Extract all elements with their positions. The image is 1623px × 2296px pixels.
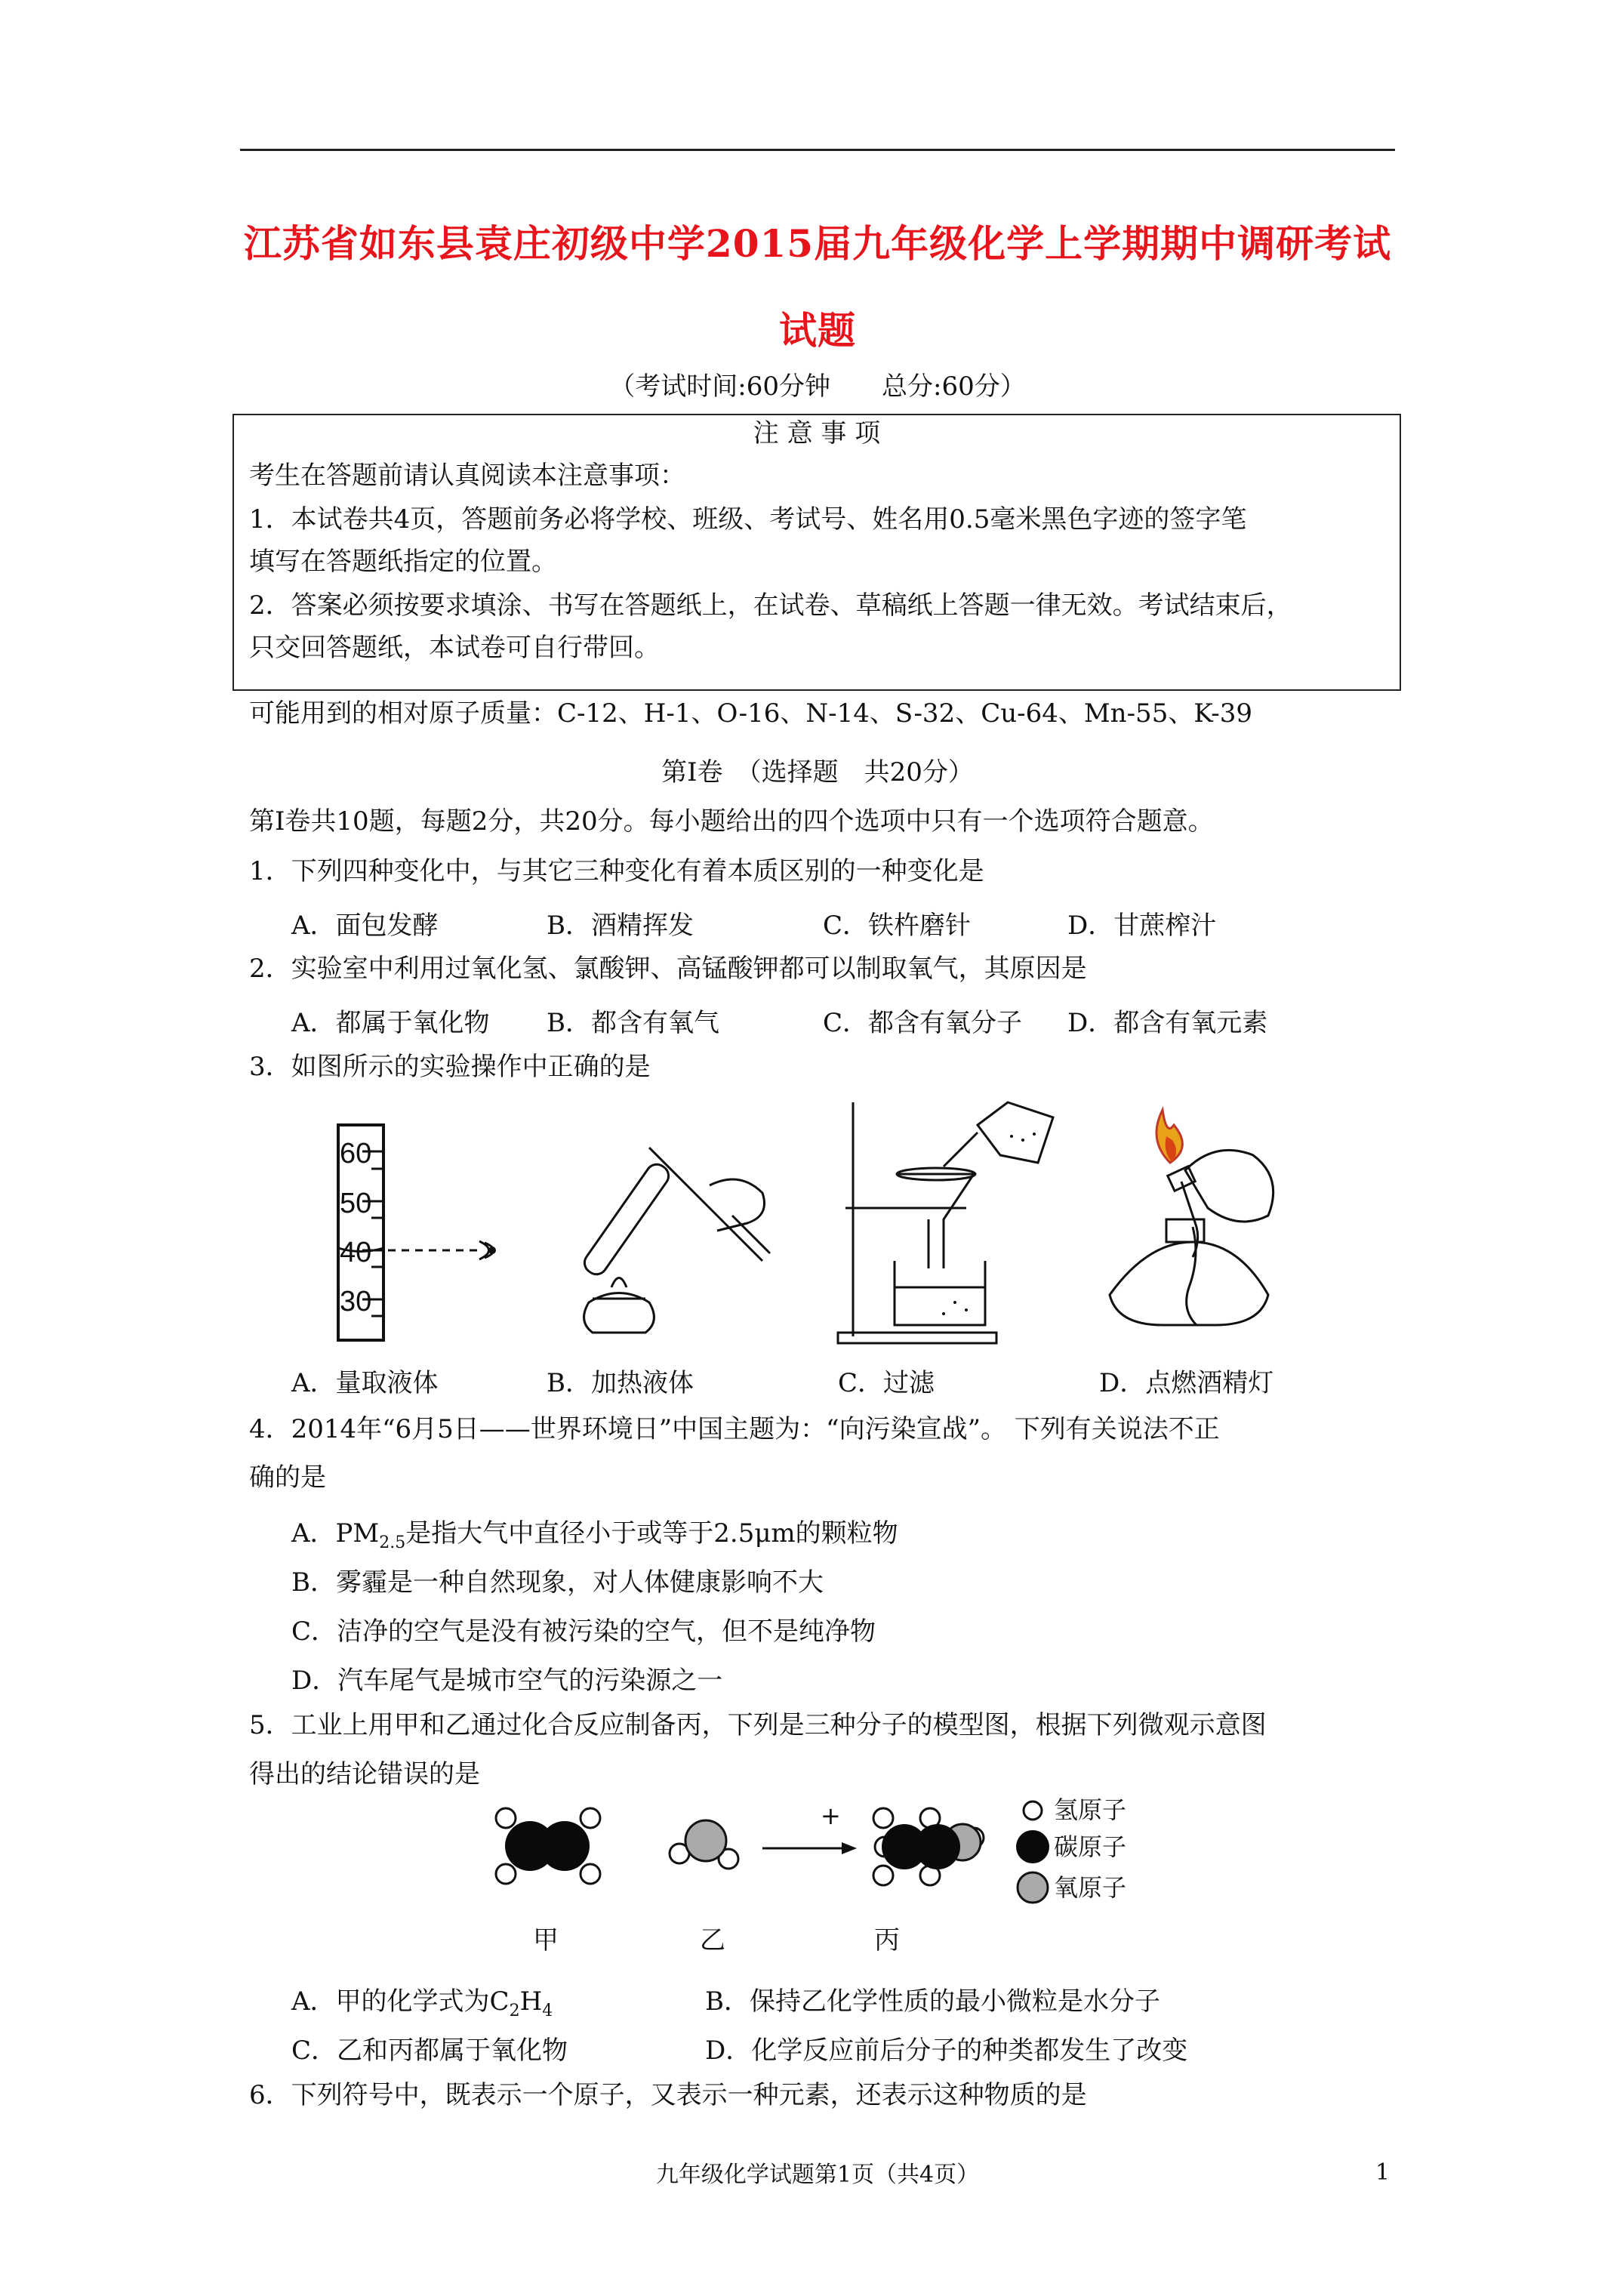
- exam-title-continued: 试题: [779, 308, 856, 353]
- notice-item-2-cont: 只交回答题纸，本试卷可自行带回。: [249, 633, 660, 663]
- q2-option-c: C．都含有氧分子: [823, 1008, 1023, 1038]
- cylinder-tick-40: 40: [340, 1237, 372, 1268]
- figure-heating-liquid: [559, 1133, 785, 1351]
- notice-intro: 考生在答题前请认真阅读本注意事项：: [249, 461, 685, 491]
- footer-page-info: 九年级化学试题第1页（共4页）: [655, 2162, 980, 2188]
- q5-option-b: B．保持乙化学性质的最小微粒是水分子: [705, 1986, 1160, 2017]
- q1-option-a: A．面包发酵: [291, 911, 439, 941]
- footer-page-number: 1: [1375, 2159, 1390, 2186]
- question-5-stem: 5．工业上用甲和乙通过化合反应制备丙，下列是三种分子的模型图，根据下列微观示意图: [249, 1710, 1267, 1740]
- section-instructions: 第Ⅰ卷共10题，每题2分，共20分。每小题给出的四个选项中只有一个选项符合题意。: [249, 806, 1214, 837]
- q5-option-a-prefix: A．甲的化学式为C: [291, 1986, 510, 2017]
- exam-title: 江苏省如东县袁庄初级中学2015届九年级化学上学期期中调研考试: [243, 221, 1392, 266]
- legend-hydrogen: 氢原子: [1054, 1795, 1127, 1824]
- label-yi: 乙: [700, 1925, 725, 1955]
- question-4-stem-cont: 确的是: [249, 1462, 326, 1493]
- figure-filtration: [823, 1095, 1072, 1351]
- label-jia: 甲: [533, 1925, 559, 1955]
- q4-option-c: C．洁净的空气是没有被污染的空气，但不是纯净物: [291, 1616, 876, 1647]
- question-4-stem: 4．2014年“6月5日——世界环境日”中国主题为：“向污染宣战”。 下列有关说法不正: [249, 1414, 1220, 1444]
- legend-carbon: 碳原子: [1054, 1832, 1127, 1861]
- q5-option-a-h: H: [519, 1986, 543, 2017]
- notice-heading: 注 意 事 项: [753, 418, 881, 448]
- section-heading: 第Ⅰ卷 （选择题 共20分）: [661, 757, 974, 787]
- cylinder-tick-50: 50: [340, 1188, 372, 1219]
- question-1-stem: 1．下列四种变化中，与其它三种变化有着本质区别的一种变化是: [249, 856, 984, 886]
- header-rule: [240, 149, 1395, 151]
- q1-option-c: C．铁杵磨针: [823, 911, 972, 941]
- q2-option-a: A．都属于氧化物: [291, 1008, 490, 1038]
- q4-option-a: [291, 1512, 898, 1552]
- notice-item-1-cont: 填写在答题纸指定的位置。: [249, 547, 557, 577]
- q5-option-a-sub1: 2: [509, 2001, 520, 2020]
- q1-option-d: D．甘蔗榨汁: [1067, 911, 1217, 941]
- exam-info: （考试时间:60分钟 总分:60分）: [609, 371, 1026, 402]
- legend-oxygen: 氧原子: [1054, 1873, 1127, 1902]
- q5-option-a-sub2: 4: [542, 2001, 553, 2020]
- q2-option-b: B．都含有氧气: [547, 1008, 719, 1038]
- question-6-stem: 6．下列符号中，既表示一个原子，又表示一种元素，还表示这种物质的是: [249, 2080, 1087, 2110]
- question-5-stem-cont: 得出的结论错误的是: [249, 1759, 480, 1789]
- plus-sign: +: [821, 1801, 841, 1830]
- question-2-stem: 2．实验室中利用过氧化氢、氯酸钾、高锰酸钾都可以制取氧气，其原因是: [249, 954, 1087, 984]
- q4-option-a-prefix: A．PM: [291, 1518, 380, 1549]
- notice-box: [233, 414, 1401, 691]
- notice-item-1: 1．本试卷共4页，答题前务必将学校、班级、考试号、姓名用0.5毫米黑色字迹的签字笔: [249, 504, 1247, 535]
- q5-option-d: D．化学反应前后分子的种类都发生了改变: [705, 2036, 1188, 2066]
- q3-option-d: D．点燃酒精灯: [1099, 1368, 1274, 1398]
- label-bing: 丙: [874, 1925, 900, 1955]
- cylinder-tick-60: 60: [340, 1138, 372, 1170]
- q3-option-a: A．量取液体: [291, 1368, 439, 1398]
- q4-option-a-text: 是指大气中直径小于或等于2.5μm的颗粒物: [405, 1518, 898, 1549]
- q3-option-b: B．加热液体: [547, 1368, 694, 1398]
- q4-option-d: D．汽车尾气是城市空气的污染源之一: [291, 1666, 723, 1696]
- q5-option-c: C．乙和丙都属于氧化物: [291, 2036, 568, 2066]
- figure-alcohol-lamp: [1095, 1099, 1306, 1340]
- q1-option-b: B．酒精挥发: [547, 911, 694, 941]
- q4-option-b: B．雾霾是一种自然现象，对人体健康影响不大: [291, 1567, 824, 1598]
- q5-option-a: [291, 1980, 553, 2020]
- notice-item-2: 2．答案必须按要求填涂、书写在答题纸上，在试卷、草稿纸上答题一律无效。考试结束后，: [249, 590, 1292, 621]
- question-3-stem: 3．如图所示的实验操作中正确的是: [249, 1052, 651, 1082]
- q2-option-d: D．都含有氧元素: [1067, 1008, 1268, 1038]
- q4-option-a-subscript: 2.5: [379, 1533, 406, 1552]
- atomic-masses: 可能用到的相对原子质量：C-12、H-1、O-16、N-14、S-32、Cu-64、Mn-55、K-39: [249, 698, 1253, 729]
- figure-molecule-models: [491, 1797, 1329, 1978]
- cylinder-tick-30: 30: [340, 1286, 372, 1318]
- q3-option-c: C．过滤: [838, 1368, 935, 1398]
